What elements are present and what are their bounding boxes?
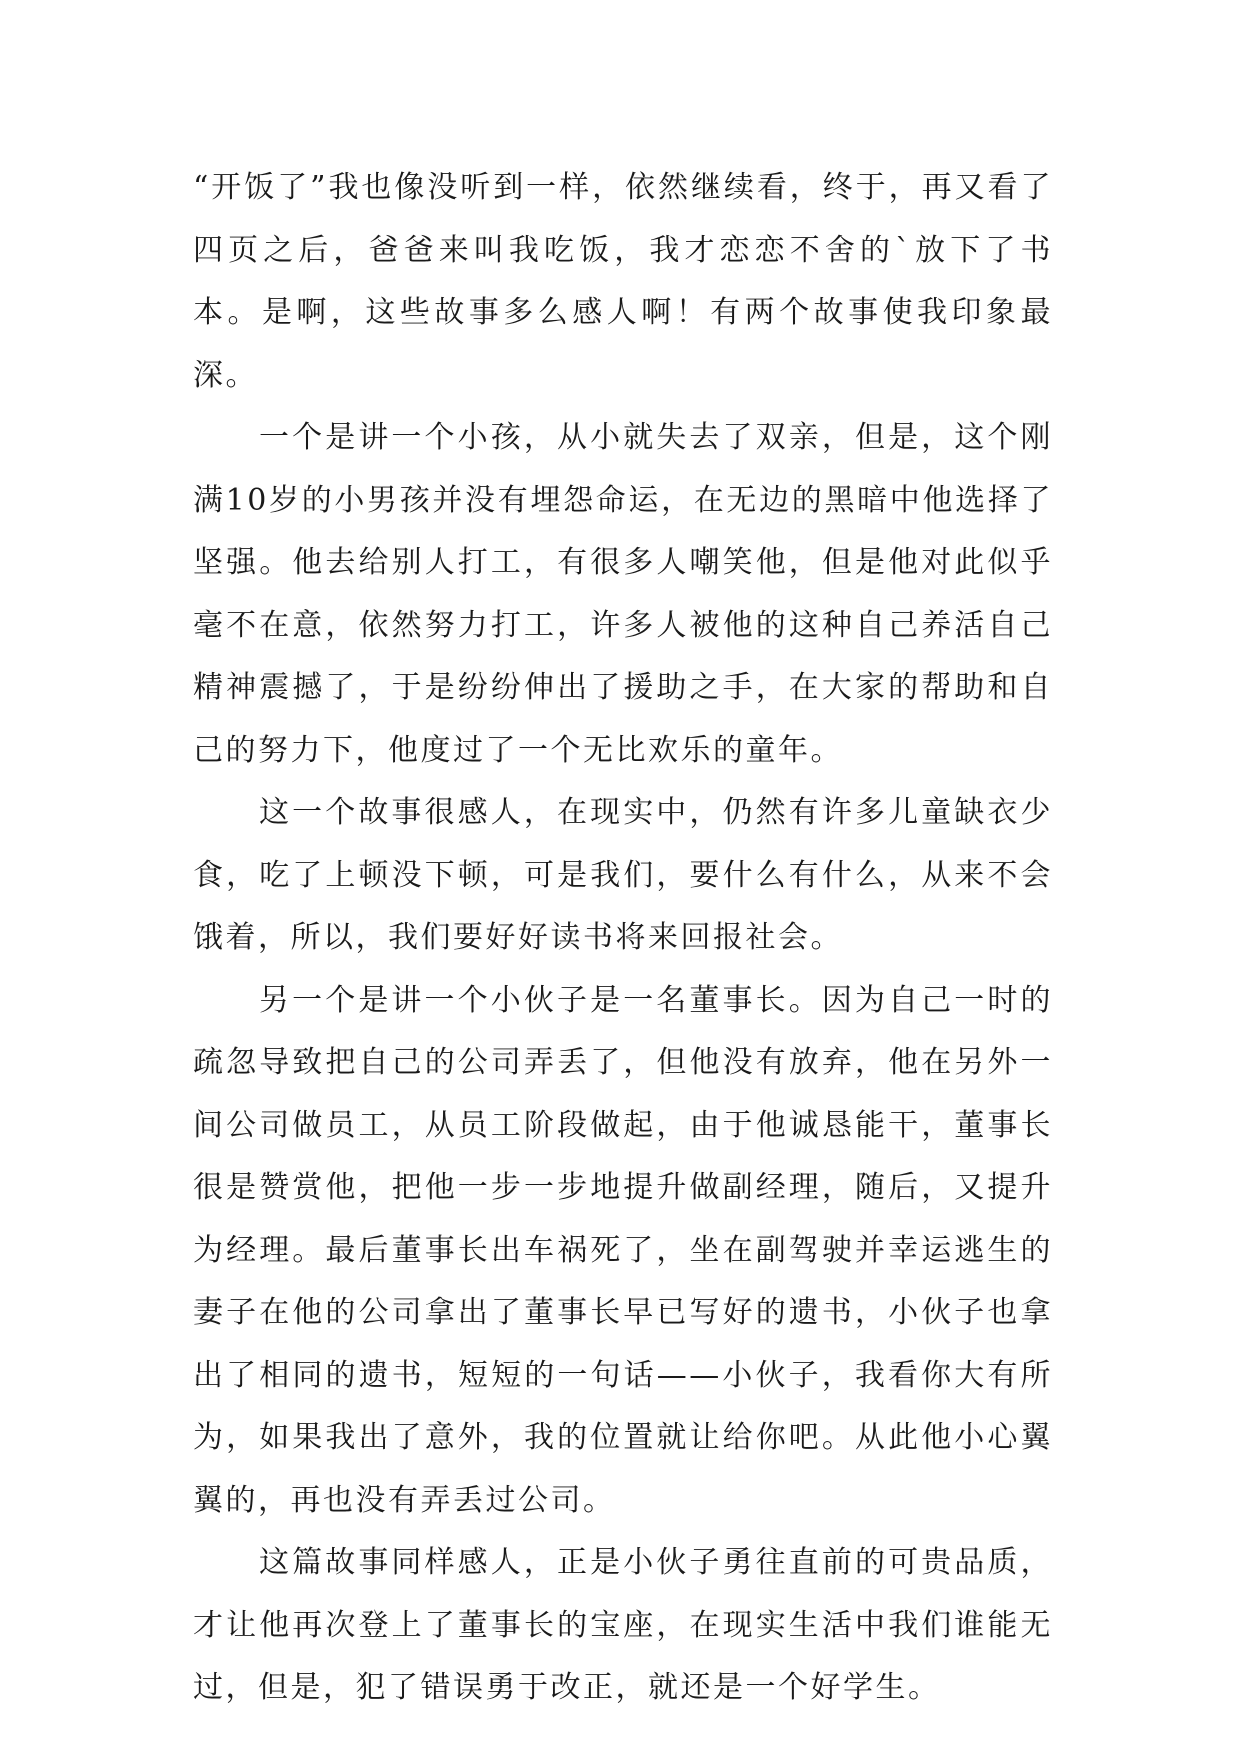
paragraph-3: 这一个故事很感人，在现实中，仍然有许多儿童缺衣少食，吃了上顿没下顿，可是我们，要什么有什么，从来不会饿着，所以，我们要好好读书将来回报社会。 [193,795,1053,955]
paragraph-1: “开饭了”我也像没听到一样，依然继续看，终于，再又看了四页之后，爸爸来叫我吃饭，我才恋恋不舍的`放下了书本。是啊，这些故事多么感人啊！有两个故事使我印象最深。 [193,170,1053,393]
document-body [193,157,1053,1720]
paragraph-2: 一个是讲一个小孩，从小就失去了双亲，但是，这个刚满10岁的小男孩并没有埋怨命运，在无边的黑暗中他选择了坚强。他去给别人打工，有很多人嘲笑他，但是他对此似乎毫不在意，依然努力打工，许多人被他的这种自己养活自己精神震撼了，于是纷纷伸出了援助之手，在大家的帮助和自己的努力下，他度过了一个无比欢乐的童年。 [193,420,1053,768]
paragraph-4: 另一个是讲一个小伙子是一名董事长。因为自己一时的疏忽导致把自己的公司弄丢了，但他没有放弃，他在另外一间公司做员工，从员工阶段做起，由于他诚恳能干，董事长很是赞赏他，把他一步一步地提升做副经理，随后，又提升为经理。最后董事长出车祸死了，坐在副驾驶并幸运逃生的妻子在他的公司拿出了董事长早已写好的遗书，小伙子也拿出了相同的遗书，短短的一句话——小伙子，我看你大有所为，如果我出了意外，我的位置就让给你吧。从此他小心翼翼的，再也没有弄丢过公司。 [193,982,1053,1518]
paragraph-5: 这篇故事同样感人，正是小伙子勇往直前的可贵品质，才让他再次登上了董事长的宝座，在现实生活中我们谁能无过，但是，犯了错误勇于改正，就还是一个好学生。 [193,1545,1053,1705]
